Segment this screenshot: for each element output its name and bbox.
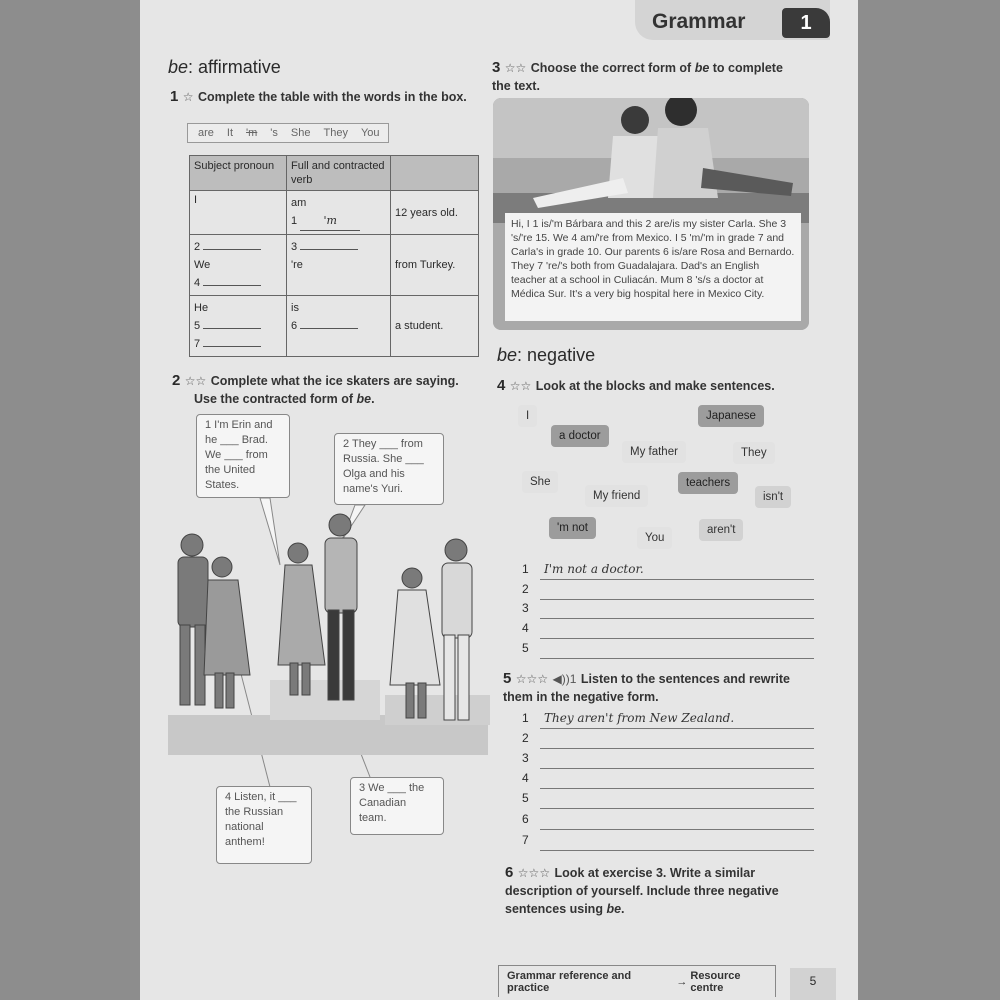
section-heading-affirmative: be: affirmative xyxy=(168,57,281,77)
answer-line[interactable]: 4 xyxy=(522,771,814,789)
skaters-illustration xyxy=(160,495,500,795)
section-heading-negative: be: negative xyxy=(497,345,596,365)
word-block: isn't xyxy=(755,486,791,508)
word-box: are It 'm 's She They You xyxy=(187,123,389,143)
answer-line[interactable]: 1 I'm not a doctor. xyxy=(522,562,814,580)
arrow-right-icon: → xyxy=(676,975,688,988)
banner-title: Grammar xyxy=(652,10,746,33)
grammar-table: Subject pronoun Full and contracted verb I am 1 'm 12 years old. 2 We 4 3 're from Turkey. He 5 7 is 6 a student. xyxy=(189,155,479,357)
word-block: teachers xyxy=(678,472,738,494)
answer-line[interactable]: 3 xyxy=(522,751,814,769)
reading-text: Hi, I 1 is/'m Bárbara and this 2 are/is my sister Carla. She 3 's/'re 15. We 4 am/'re from Mexico. I 5 'm/'m in grade 7 and Carla's in grade 10. Our parents 6 is/are Rosa and Bernardo. They 7 're/'s both from Guadalajara. Dad's an English teacher at a school in Culiacán. Mum 8 's/s a doctor at Médica Sur. It's a very big hospital here in Mexico City. xyxy=(505,213,801,321)
exercise-1-header: 1 ☆ Complete the table with the words in the box. xyxy=(170,88,467,105)
word-block: I xyxy=(518,405,537,427)
answer-line[interactable]: 6 xyxy=(522,812,814,830)
col-subject: Subject pronoun xyxy=(190,156,287,191)
footer-reference[interactable]: Grammar reference and practice → Resource centre xyxy=(498,965,776,997)
answer-line[interactable]: 5 xyxy=(522,791,814,809)
answer-line[interactable]: 7 xyxy=(522,833,814,851)
word-block: They xyxy=(733,442,775,464)
word-block: a doctor xyxy=(551,425,609,447)
answer-line[interactable]: 4 xyxy=(522,621,814,639)
word-block: My father xyxy=(622,441,686,463)
answer-line[interactable]: 1 They aren't from New Zealand. xyxy=(522,711,814,729)
exercise-4-header: 4 ☆☆ Look at the blocks and make sentences. xyxy=(497,377,775,394)
unit-number: 1 xyxy=(782,8,830,38)
word-block: She xyxy=(522,471,558,493)
word-block: Japanese xyxy=(698,405,764,427)
col-verb: Full and contracted verb xyxy=(287,156,391,191)
answer-line[interactable]: 3 xyxy=(522,601,814,619)
exercise-6-header: 6 ☆☆☆ Look at exercise 3. Write a similar description of yourself. Include three negative sentences using be. xyxy=(505,864,779,916)
speech-bubble-1: 1 I'm Erin and he ___ Brad. We ___ from the United States. xyxy=(196,414,290,498)
word-block: You xyxy=(637,527,672,549)
answer-line[interactable]: 2 xyxy=(522,582,814,600)
speech-bubble-2: 2 They ___ from Russia. She ___ Olga and his name's Yuri. xyxy=(334,433,444,505)
answer-line[interactable]: 2 xyxy=(522,731,814,749)
word-block: 'm not xyxy=(549,517,596,539)
speech-bubble-4: 4 Listen, it ___ the Russian national anthem! xyxy=(216,786,312,864)
word-block: aren't xyxy=(699,519,743,541)
exercise-3-header: 3 ☆☆ Choose the correct form of be to complete the text. xyxy=(492,59,783,93)
exercise-2-header: 2 ☆☆ Complete what the ice skaters are saying. Use the contracted form of be. xyxy=(172,372,459,406)
exercise-5-header: 5 ☆☆☆ ◀))1 Listen to the sentences and rewrite them in the negative form. xyxy=(503,670,790,704)
audio-icon: ◀))1 xyxy=(552,672,577,686)
speech-bubble-3: 3 We ___ the Canadian team. xyxy=(350,777,444,835)
word-block: My friend xyxy=(585,485,648,507)
page-number: 5 xyxy=(790,968,836,1000)
answer-line[interactable]: 5 xyxy=(522,641,814,659)
